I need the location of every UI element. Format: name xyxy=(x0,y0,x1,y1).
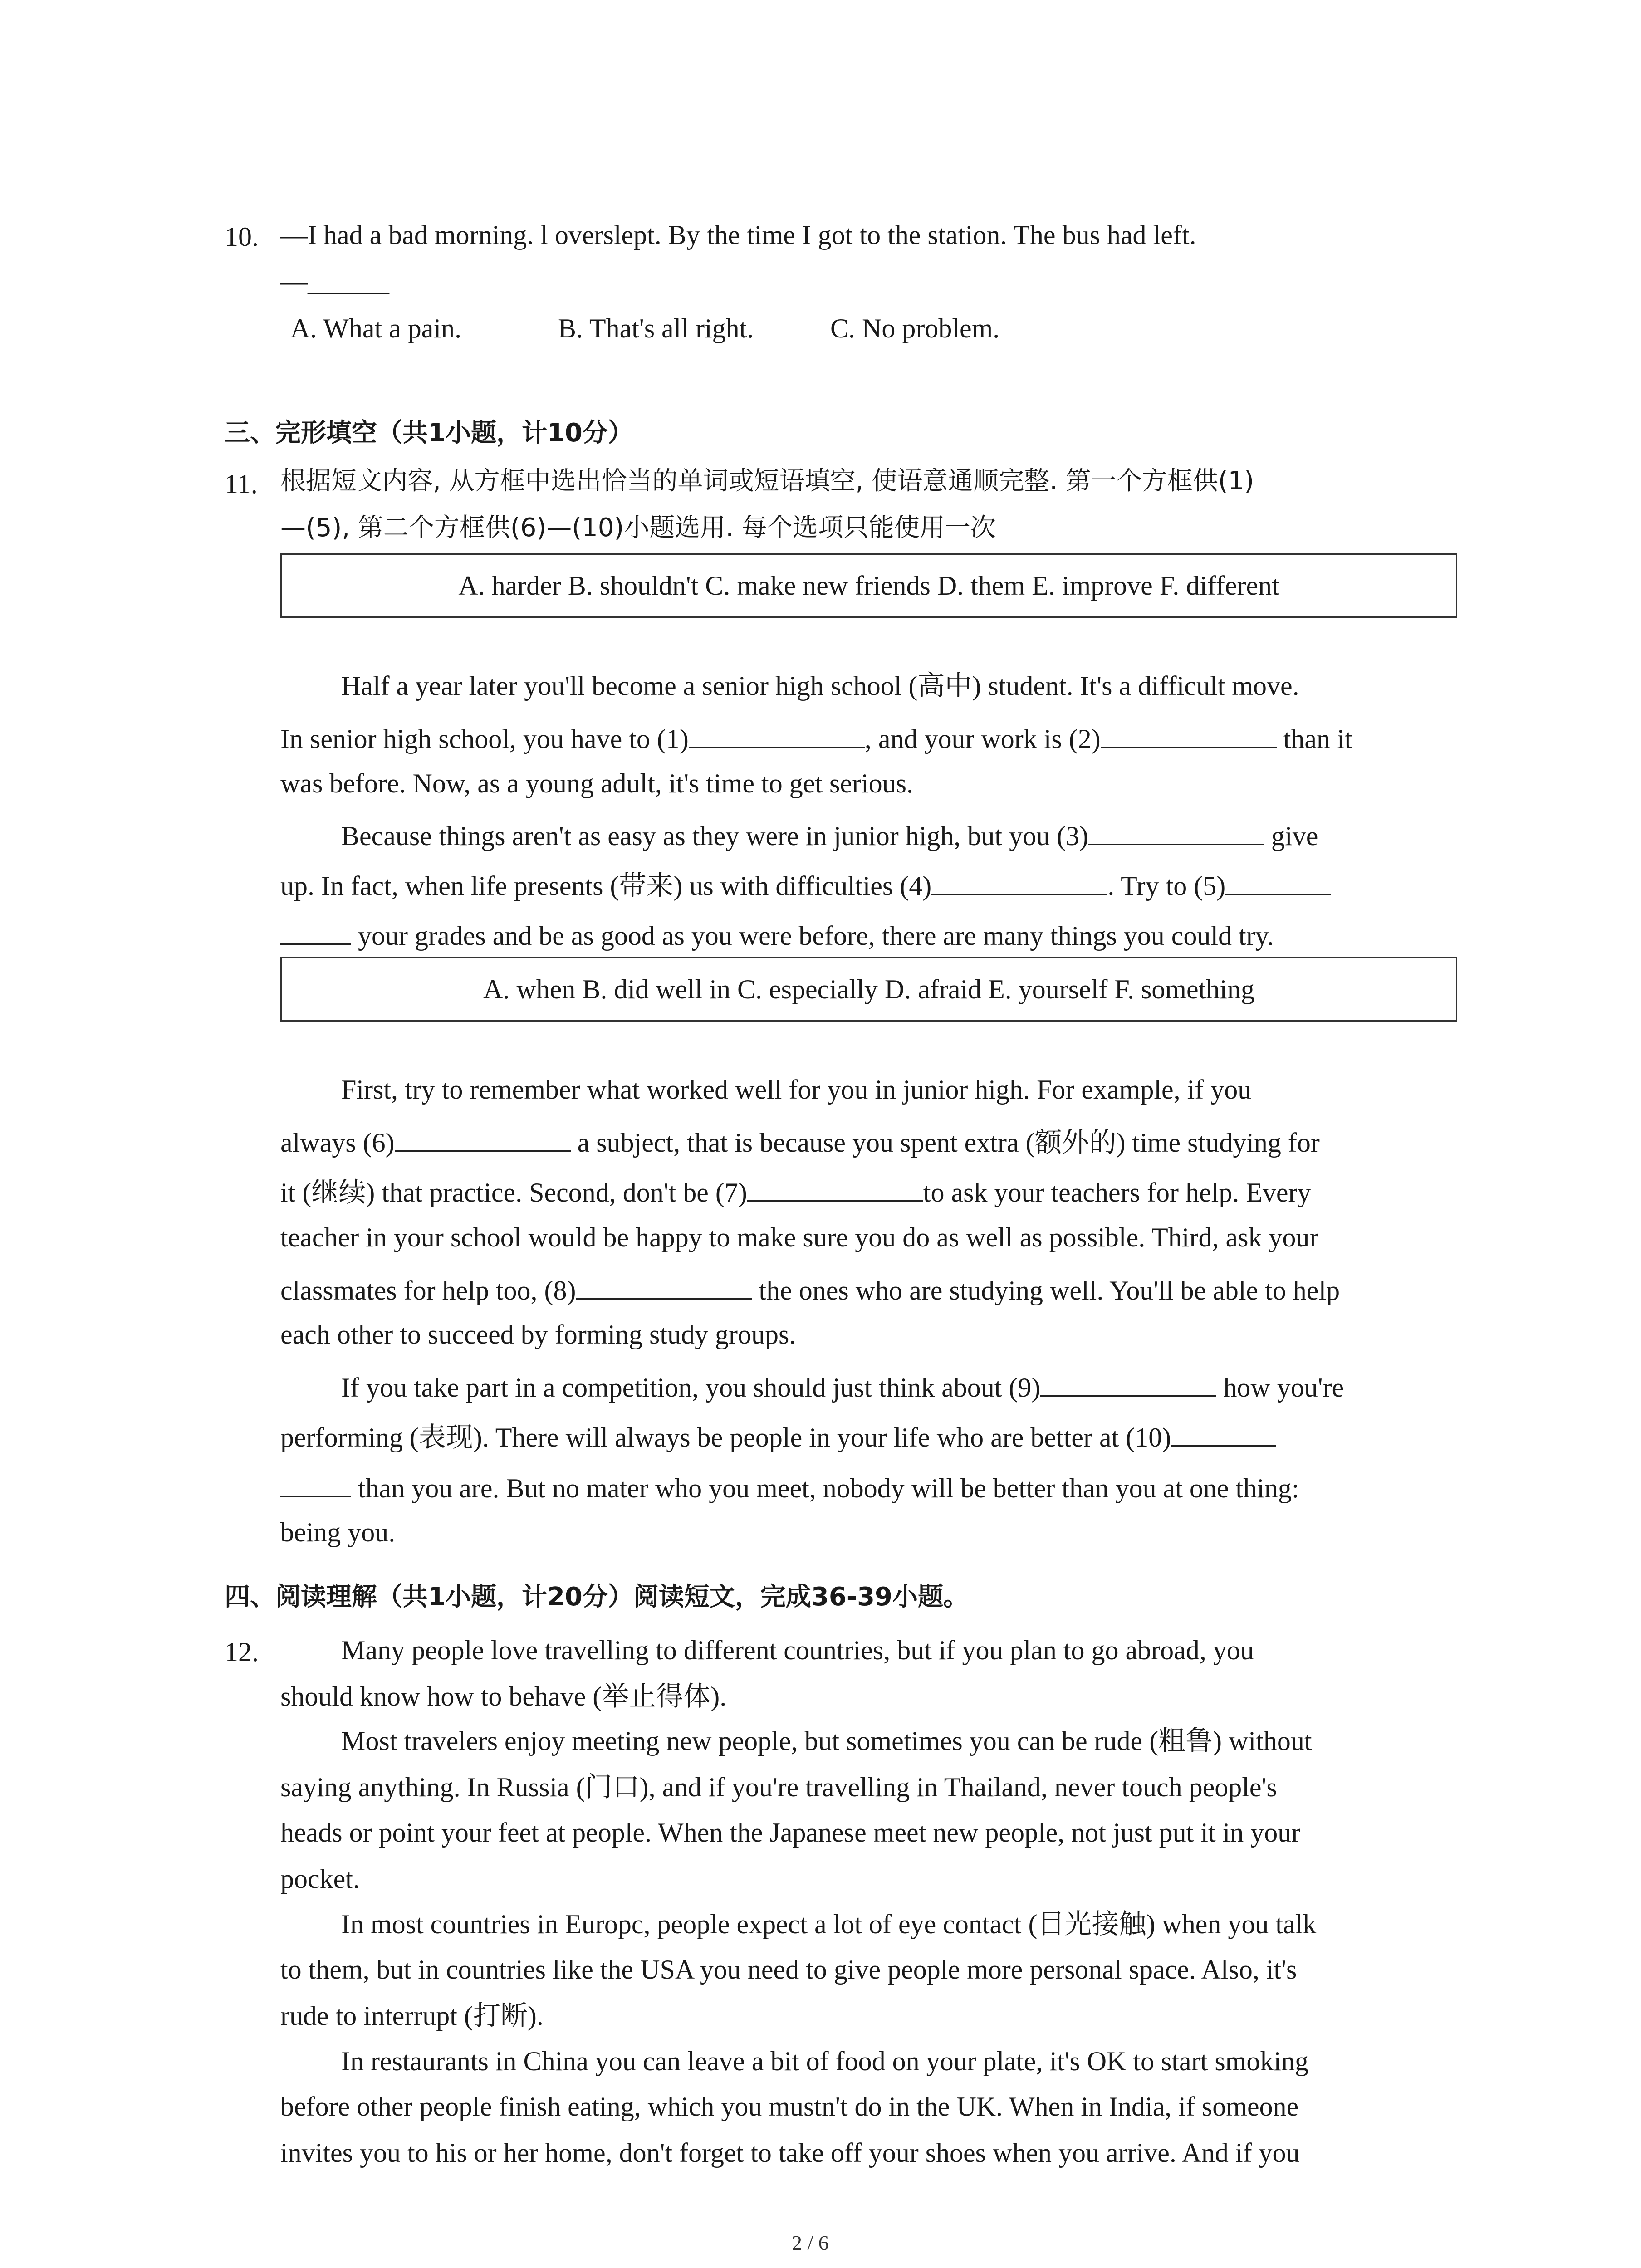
passage-text: the ones who are studying well. You'll be able to help xyxy=(752,1276,1340,1305)
passage-line: In restaurants in China you can leave a bit of food on your plate, it's OK to start smoking xyxy=(341,2046,1309,2076)
passage-line xyxy=(280,1422,1276,1451)
q10-option-b: B. That's all right. xyxy=(558,313,754,343)
q10-option-a: A. What a pain. xyxy=(290,313,462,343)
question-number: 11. xyxy=(225,469,258,499)
passage-line xyxy=(341,820,1318,850)
passage-text: classmates for help too, (8) xyxy=(280,1276,576,1305)
word-box-2-options: A. when B. did well in C. especially D. afraid E. yourself F. something xyxy=(483,974,1254,1004)
passage-text: performing (表现). There will always be people in your life who are better at (10) xyxy=(280,1422,1171,1452)
q10-line: —I had a bad morning. l overslept. By the time I got to the station. The bus had left. xyxy=(280,220,1196,250)
passage-text: Because things aren't as easy as they were in junior high, but you (3) xyxy=(341,821,1089,851)
word-box-2 xyxy=(280,957,1457,1022)
blank-9 xyxy=(1040,1372,1216,1397)
passage-text: to ask your teachers for help. Every xyxy=(923,1178,1311,1207)
passage-text: than you are. But no mater who you meet, nobody will be better than you at one thing: xyxy=(351,1473,1299,1503)
passage-line: In most countries in Europc, people expect a lot of eye contact (目光接触) when you talk xyxy=(341,1909,1317,1939)
blank-6 xyxy=(395,1127,571,1152)
blank-5 xyxy=(1225,870,1331,895)
section-heading: 四、阅读理解（共1小题，计20分）阅读短文，完成36-39小题。 xyxy=(225,1582,969,1612)
blank-10 xyxy=(1171,1422,1276,1447)
blank-3 xyxy=(1088,820,1264,845)
passage-text: than it xyxy=(1276,724,1352,754)
passage-line xyxy=(280,920,1274,949)
passage-line: rude to interrupt (打断). xyxy=(280,2001,544,2031)
passage-line: each other to succeed by forming study groups. xyxy=(280,1320,796,1349)
passage-line: was before. Now, as a young adult, it's time to get serious. xyxy=(280,768,913,798)
page-number: 2 / 6 xyxy=(792,2231,829,2254)
passage-line: Many people love travelling to different countries, but if you plan to go abroad, you xyxy=(341,1635,1254,1665)
passage-line: heads or point your feet at people. When the Japanese meet new people, not just put it in your xyxy=(280,1818,1301,1848)
q10-answer-blank: —______ xyxy=(280,266,389,296)
passage-line xyxy=(280,723,1352,753)
passage-line: First, try to remember what worked well for you in junior high. For example, if you xyxy=(341,1075,1252,1105)
blank-7 xyxy=(747,1177,923,1202)
passage-text: your grades and be as good as you were before, there are many things you could try. xyxy=(351,921,1274,951)
blank-10-cont xyxy=(280,1472,351,1497)
question-number: 12. xyxy=(225,1637,259,1667)
q11-instruction: 根据短文内容, 从方框中选出恰当的单词或短语填空, 使语意通顺完整. 第一个方框供(1) xyxy=(280,466,1254,496)
section-heading: 三、完形填空（共1小题，计10分） xyxy=(225,418,633,448)
passage-text: always (6) xyxy=(280,1128,395,1158)
passage-line xyxy=(341,1372,1344,1401)
word-box-1 xyxy=(280,553,1457,618)
passage-line: teacher in your school would be happy to make sure you do as well as possible. Third, ask your xyxy=(280,1222,1319,1252)
word-box-1-options: A. harder B. shouldn't C. make new friends D. them E. improve F. different xyxy=(458,571,1279,601)
passage-line xyxy=(280,1127,1320,1156)
passage-line: should know how to behave (举止得体). xyxy=(280,1681,727,1711)
blank-8 xyxy=(576,1275,752,1300)
passage-text: If you take part in a competition, you should just think about (9) xyxy=(341,1373,1041,1403)
question-number: 10. xyxy=(225,222,259,252)
blank-1 xyxy=(689,723,865,748)
passage-text: . Try to (5) xyxy=(1107,871,1226,901)
passage-line: to them, but in countries like the USA you need to give people more personal space. Also, it's xyxy=(280,1955,1297,1984)
q10-option-c: C. No problem. xyxy=(830,313,1000,343)
passage-text: how you're xyxy=(1216,1373,1344,1403)
blank-2 xyxy=(1101,723,1277,748)
passage-line xyxy=(280,1275,1340,1304)
q11-instruction-cont: —(5), 第二个方框供(6)—(10)小题选用. 每个选项只能使用一次 xyxy=(280,513,996,543)
passage-line xyxy=(280,1472,1299,1502)
passage-line: saying anything. In Russia (门口), and if you're travelling in Thailand, never touch people's xyxy=(280,1772,1277,1802)
passage-text: In senior high school, you have to (1) xyxy=(280,724,689,754)
passage-line: before other people finish eating, which you mustn't do in the UK. When in India, if someone xyxy=(280,2092,1299,2121)
blank-5-cont xyxy=(280,920,351,945)
passage-line xyxy=(280,1177,1311,1206)
passage-text: give xyxy=(1264,821,1318,851)
passage-line xyxy=(280,870,1331,899)
passage-line: being you. xyxy=(280,1517,396,1547)
passage-text: it (继续) that practice. Second, don't be (7) xyxy=(280,1178,747,1207)
passage-line: Most travelers enjoy meeting new people, but sometimes you can be rude (粗鲁) without xyxy=(341,1726,1312,1756)
passage-line: invites you to his or her home, don't forget to take off your shoes when you arrive. And if you xyxy=(280,2138,1300,2168)
blank-4 xyxy=(931,870,1107,895)
passage-text: , and your work is (2) xyxy=(864,724,1101,754)
passage-line: Half a year later you'll become a senior high school (高中) student. It's a difficult move. xyxy=(341,671,1299,701)
passage-line: pocket. xyxy=(280,1864,360,1894)
passage-text: up. In fact, when life presents (带来) us with difficulties (4) xyxy=(280,871,932,901)
passage-text: a subject, that is because you spent extra (额外的) time studying for xyxy=(570,1128,1320,1158)
